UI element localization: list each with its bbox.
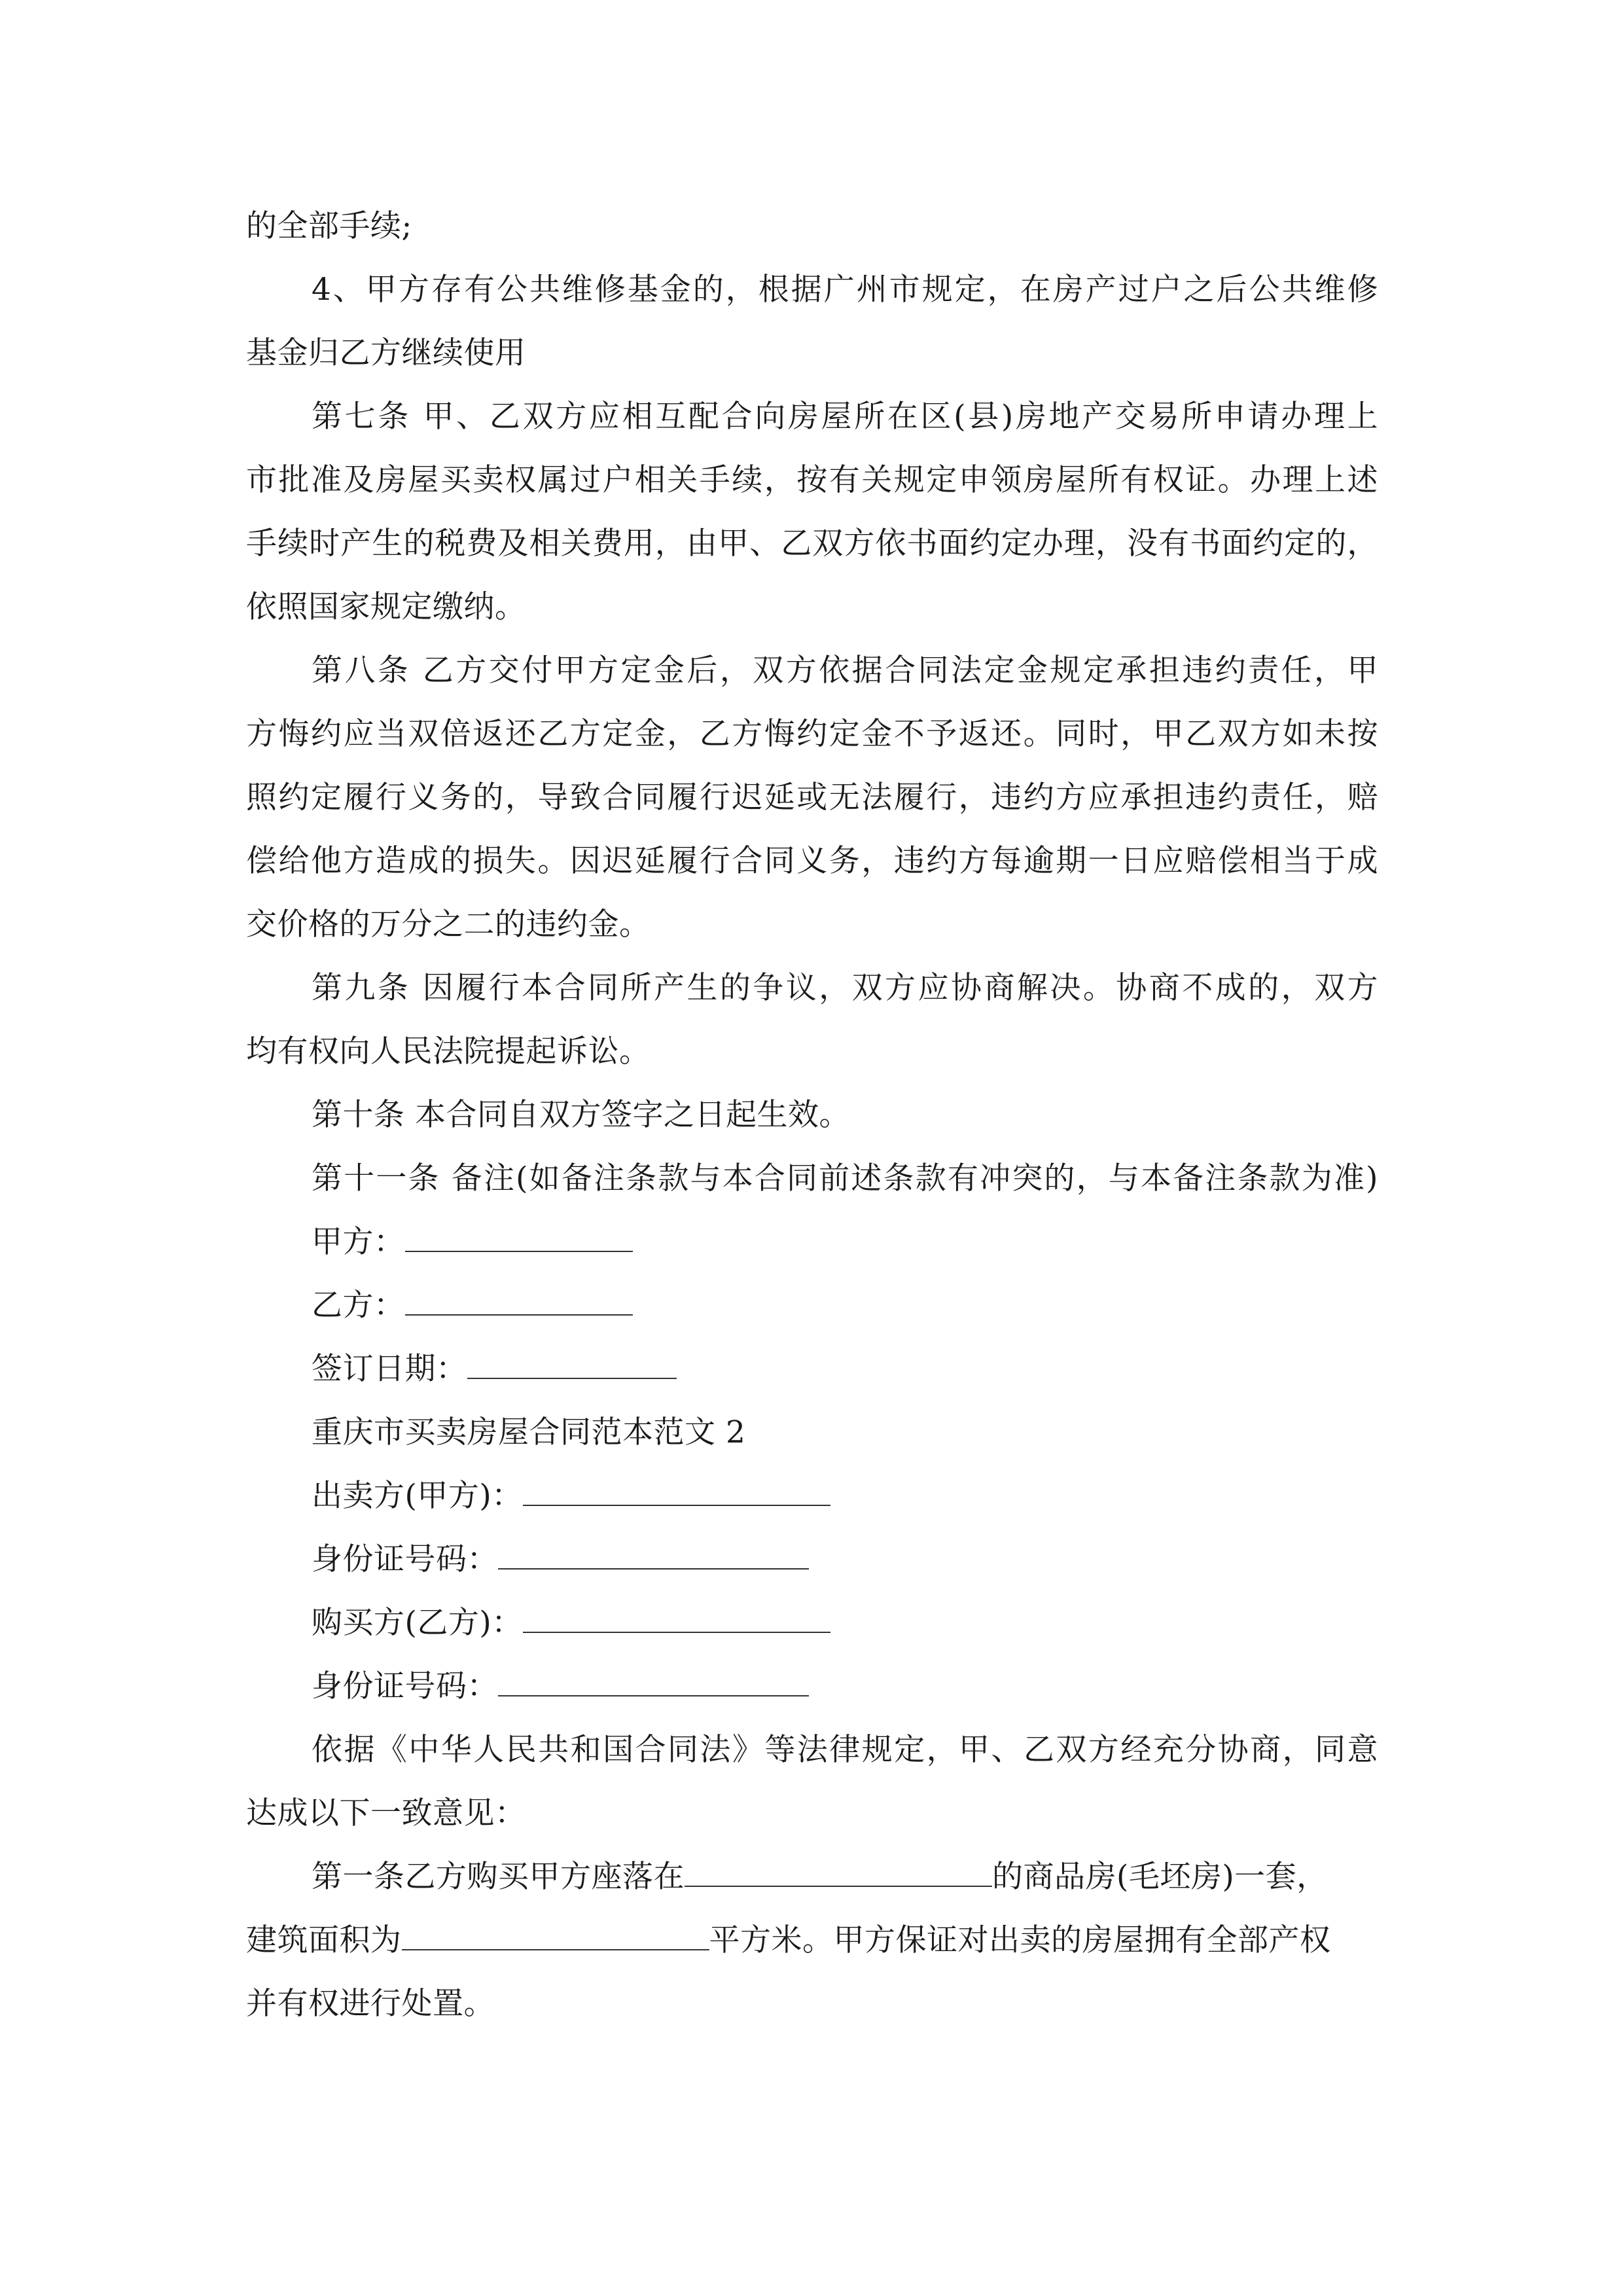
article-9-line: 第九条 因履行本合同所产生的争议，双方应协商解决。协商不成的，双方 bbox=[312, 970, 1378, 1006]
buyer-row bbox=[312, 1604, 830, 1643]
sign-date-row bbox=[312, 1350, 677, 1389]
buyer-id-label: 身份证号码： bbox=[312, 1668, 498, 1704]
text-line: 手续时产生的税费及相关费用，由甲、乙双方依书面约定办理，没有书面约定的， bbox=[246, 526, 1378, 562]
seller-id-blank[interactable] bbox=[498, 1542, 809, 1570]
article-7-line: 第七条 甲、乙双方应相互配合向房屋所在区(县)房地产交易所申请办理上 bbox=[312, 399, 1378, 435]
party-b-signature-row bbox=[312, 1286, 633, 1325]
sign-date-label: 签订日期： bbox=[312, 1351, 467, 1387]
article-1-text-a: 第一条乙方购买甲方座落在 bbox=[312, 1859, 685, 1895]
party-a-label: 甲方： bbox=[312, 1224, 405, 1260]
text-line: 基金归乙方继续使用 bbox=[246, 335, 526, 371]
text-line: 偿给他方造成的损失。因迟延履行合同义务，违约方每逾期一日应赔偿相当于成 bbox=[246, 843, 1378, 879]
buyer-label: 购买方(乙方)： bbox=[312, 1605, 523, 1641]
party-a-signature-row bbox=[312, 1223, 633, 1262]
buyer-blank[interactable] bbox=[523, 1605, 830, 1633]
buyer-id-row bbox=[312, 1667, 809, 1706]
party-a-blank[interactable] bbox=[405, 1225, 633, 1252]
seller-id-label: 身份证号码： bbox=[312, 1541, 498, 1577]
article-1-line bbox=[312, 1857, 1328, 1897]
article-8-line: 第八条 乙方交付甲方定金后，双方依据合同法定金规定承担违约责任，甲 bbox=[312, 653, 1378, 689]
text-line: 方悔约应当双倍返还乙方定金，乙方悔约定金不予返还。同时，甲乙双方如未按 bbox=[246, 716, 1378, 752]
buyer-id-blank[interactable] bbox=[498, 1669, 809, 1696]
clause-4-line: 4、甲方存有公共维修基金的，根据广州市规定，在房产过户之后公共维修 bbox=[312, 272, 1378, 308]
text-line: 并有权进行处置。 bbox=[246, 1986, 495, 2022]
article-1-text-b: 的商品房(毛坯房)一套， bbox=[992, 1859, 1328, 1895]
area-text-a: 建筑面积为 bbox=[246, 1922, 402, 1958]
location-blank[interactable] bbox=[685, 1859, 992, 1887]
text-line: 依照国家规定缴纳。 bbox=[246, 589, 526, 625]
sign-date-blank[interactable] bbox=[467, 1352, 677, 1379]
text-line: 照约定履行义务的，导致合同履行迟延或无法履行，违约方应承担违约责任，赔 bbox=[246, 780, 1378, 816]
article-11-line: 第十一条 备注(如备注条款与本合同前述条款有冲突的，与本备注条款为准) bbox=[312, 1160, 1378, 1196]
section-title: 重庆市买卖房屋合同范本范文 2 bbox=[312, 1414, 746, 1450]
text-line: 市批准及房屋买卖权属过户相关手续，按有关规定申领房屋所有权证。办理上述 bbox=[246, 462, 1378, 498]
area-text-b: 平方米。甲方保证对出卖的房屋拥有全部产权 bbox=[709, 1922, 1331, 1958]
text-line: 达成以下一致意见： bbox=[246, 1795, 526, 1831]
seller-id-row bbox=[312, 1540, 809, 1579]
area-blank[interactable] bbox=[402, 1923, 709, 1950]
article-10-line: 第十条 本合同自双方签字之日起生效。 bbox=[312, 1097, 850, 1133]
text-line: 交价格的万分之二的违约金。 bbox=[246, 906, 651, 942]
text-line: 的全部手续; bbox=[246, 208, 412, 244]
seller-label: 出卖方(甲方)： bbox=[312, 1478, 523, 1514]
area-line bbox=[246, 1921, 1331, 1960]
text-line: 均有权向人民法院提起诉讼。 bbox=[246, 1033, 651, 1069]
seller-blank[interactable] bbox=[523, 1479, 830, 1506]
party-b-label: 乙方： bbox=[312, 1287, 405, 1323]
seller-row bbox=[312, 1477, 830, 1516]
contract-page bbox=[246, 0, 1378, 2296]
party-b-blank[interactable] bbox=[405, 1288, 633, 1316]
preamble-line: 依据《中华人民共和国合同法》等法律规定，甲、乙双方经充分协商，同意 bbox=[312, 1732, 1378, 1768]
